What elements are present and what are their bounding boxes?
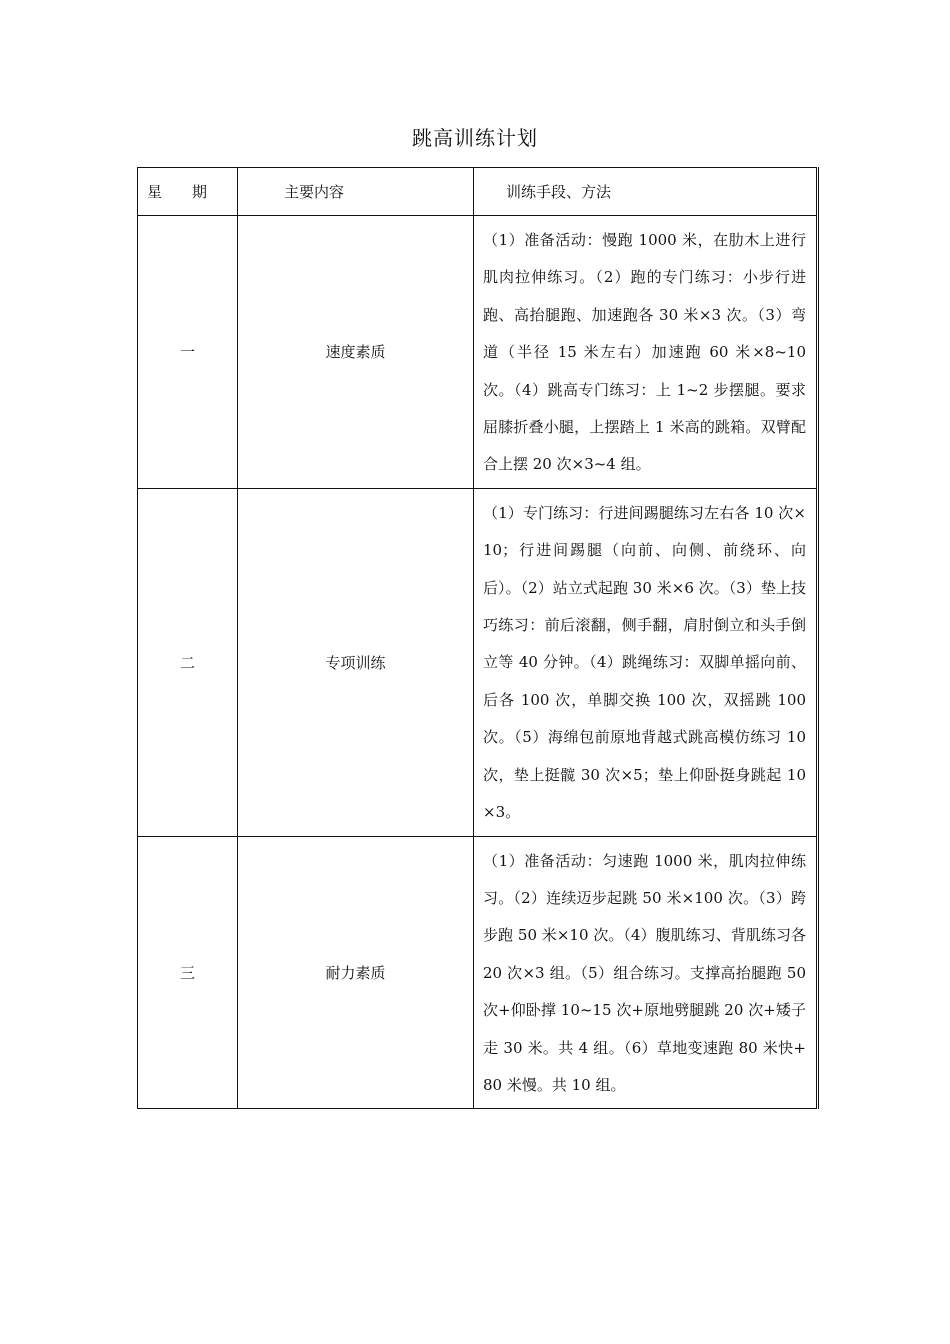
header-content: 主要内容 (238, 168, 474, 216)
content-cell: 专项训练 (238, 488, 474, 836)
table-row (138, 488, 818, 836)
day-cell: 二 (138, 488, 238, 836)
table-header-row (138, 168, 818, 216)
table-row (138, 836, 818, 1109)
day-cell: 三 (138, 836, 238, 1109)
table-row (138, 216, 818, 489)
header-day: 星期 (138, 168, 238, 216)
content-cell: 速度素质 (238, 216, 474, 489)
content-cell: 耐力素质 (238, 836, 474, 1109)
method-cell: （1）准备活动：慢跑 1000 米，在肋木上进行肌肉拉伸练习。（2）跑的专门练习：小步行进跑、高抬腿跑、加速跑各 30 米×3 次。（3）弯道（半径 15 米左右）加速跑 60 米×8~10 次。（4）跳高专门练习：上 1~2 步摆腿。要求屈膝折叠小腿，上摆踏上 1 米高的跳箱。双臂配合上摆 20 次×3~4 组。 (474, 216, 818, 489)
method-cell: （1）准备活动：匀速跑 1000 米，肌肉拉伸练习。（2）连续迈步起跳 50 米×100 次。（3）跨步跑 50 米×10 次。（4）腹肌练习、背肌练习各 20 次×3 组。（5）组合练习。支撑高抬腿跑 50 次+仰卧撑 10~15 次+原地劈腿跳 20 次+矮子走 30 米。共 4 组。（6）草地变速跑 80 米快+80 米慢。共 10 组。 (474, 836, 818, 1109)
training-plan-table (137, 167, 819, 1109)
method-cell: （1）专门练习：行进间踢腿练习左右各 10 次×10；行进间踢腿（向前、向侧、前绕环、向后）。（2）站立式起跑 30 米×6 次。（3）垫上技巧练习：前后滚翻，侧手翻，肩肘倒立和头手倒立等 40 分钟。（4）跳绳练习：双脚单摇向前、后各 100 次，单脚交换 100 次，双摇跳 100 次。（5）海绵包前原地背越式跳高模仿练习 10 次，垫上挺髋 30 次×5；垫上仰卧挺身跳起 10×3。 (474, 488, 818, 836)
day-cell: 一 (138, 216, 238, 489)
header-method: 训练手段、方法 (474, 168, 818, 216)
page-title: 跳高训练计划 (412, 126, 538, 150)
